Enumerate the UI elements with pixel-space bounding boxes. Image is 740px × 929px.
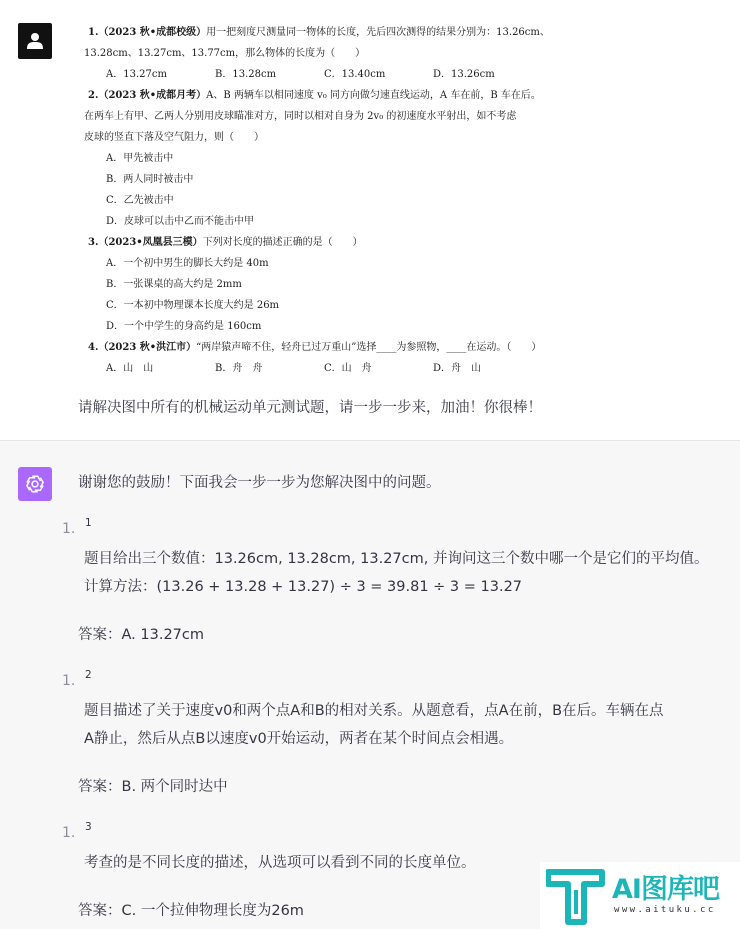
option: C．一本初中物理课本长度大约是 26m [106,300,280,311]
watermark-title: AI图库吧 [612,874,719,905]
list-item-text: 考查的是不同长度的描述，从选项可以看到不同的长度单位。 [84,855,476,871]
list-item-title: 1 [85,517,92,529]
list-item-text: 题目描述了关于速度v0和两个点A和B的相对关系。从题意看，点A在前，B在后。车辆在点 [84,703,664,719]
assistant-message [0,441,740,929]
question-2-line-1: 2.（2023 秋•成都月考）A、B 两辆车以相同速度 v₀ 同方向做匀速直线运动，A 车在前，B 车在后。 [88,90,541,101]
list-number: 1. [62,825,76,841]
option: A．甲先被击中 [106,153,174,164]
option: D．一个中学生的身高约是 160cm [106,321,262,332]
option: D．皮球可以击中乙而不能击中甲 [106,216,255,227]
list-item-title: 2 [85,669,92,681]
option: A．一个初中男生的脚长大约是 40m [106,258,269,269]
option: B．13.28cm [215,69,277,80]
assistant-intro: 谢谢您的鼓励！下面我会一步一步为您解决图中的问题。 [78,475,441,491]
option: B．舟 舟 [215,363,263,374]
option: B．一张课桌的高大约是 2mm [106,279,242,290]
option: D．舟 山 [433,363,482,374]
user-message [0,0,740,440]
answer-text: 答案：B. 两个同时达中 [78,779,228,795]
question-4-options [88,358,608,379]
question-4-line-1: 4.（2023 秋•洪江市）“两岸猿声啼不住，轻舟已过万重山”选择____为参照物，____在运动。（ ） [88,342,542,353]
question-1-line-2: 13.28cm、13.27cm、13.77cm，那么物体的长度为（ ） [84,48,366,59]
watermark-url: www.aituku.cc [614,905,716,915]
question-2-line-3: 皮球的竖直下落及空气阻力，则（ ） [84,132,264,143]
list-number: 1. [62,521,76,537]
option: C．13.40cm [324,69,386,80]
option: C．山 舟 [324,363,372,374]
question-1-line-1: 1.（2023 秋•成都校级）用一把刻度尺测量同一物体的长度，先后四次测得的结果分别为：13.26cm、 [88,27,550,38]
watermark [540,862,740,929]
list-item-title: 3 [85,821,92,833]
option: A．13.27cm [106,69,167,80]
option: A．山 山 [106,363,154,374]
list-number: 1. [62,673,76,689]
question-image [84,22,608,379]
user-avatar [18,23,52,59]
assistant-avatar [18,467,52,501]
openai-logo-icon [24,473,46,495]
list-item-text: A静止，然后从点B以速度v0开始运动，两者在某个时间点会相遇。 [84,731,514,747]
question-2-line-2: 在两车上有甲、乙两人分别用皮球瞄准对方，同时以相对自身为 2v₀ 的初速度水平射出，如不考虑 [84,111,517,122]
answer-text: 答案：C. 一个拉伸物理长度为26m [78,903,304,919]
aituku-logo-icon [546,868,608,926]
option: D．13.26cm [433,69,495,80]
question-1-options [88,64,608,85]
list-item-text: 题目给出三个数值：13.26cm, 13.28cm, 13.27cm, 并询问这三个数中哪一个是它们的平均值。 [84,551,709,567]
option: B．两人同时被击中 [106,174,194,185]
option: C．乙先被击中 [106,195,174,206]
person-icon [27,32,43,50]
user-prompt-text: 请解决图中所有的机械运动单元测试题，请一步一步来，加油！你很棒！ [78,400,542,416]
question-3-line-1: 3.（2023•凤凰县三模）下列对长度的描述正确的是（ ） [88,237,363,248]
answer-text: 答案：A. 13.27cm [78,627,204,643]
list-item-text: 计算方法：(13.26 + 13.28 + 13.27) ÷ 3 = 39.81 ÷ 3 = 13.27 [84,579,523,595]
